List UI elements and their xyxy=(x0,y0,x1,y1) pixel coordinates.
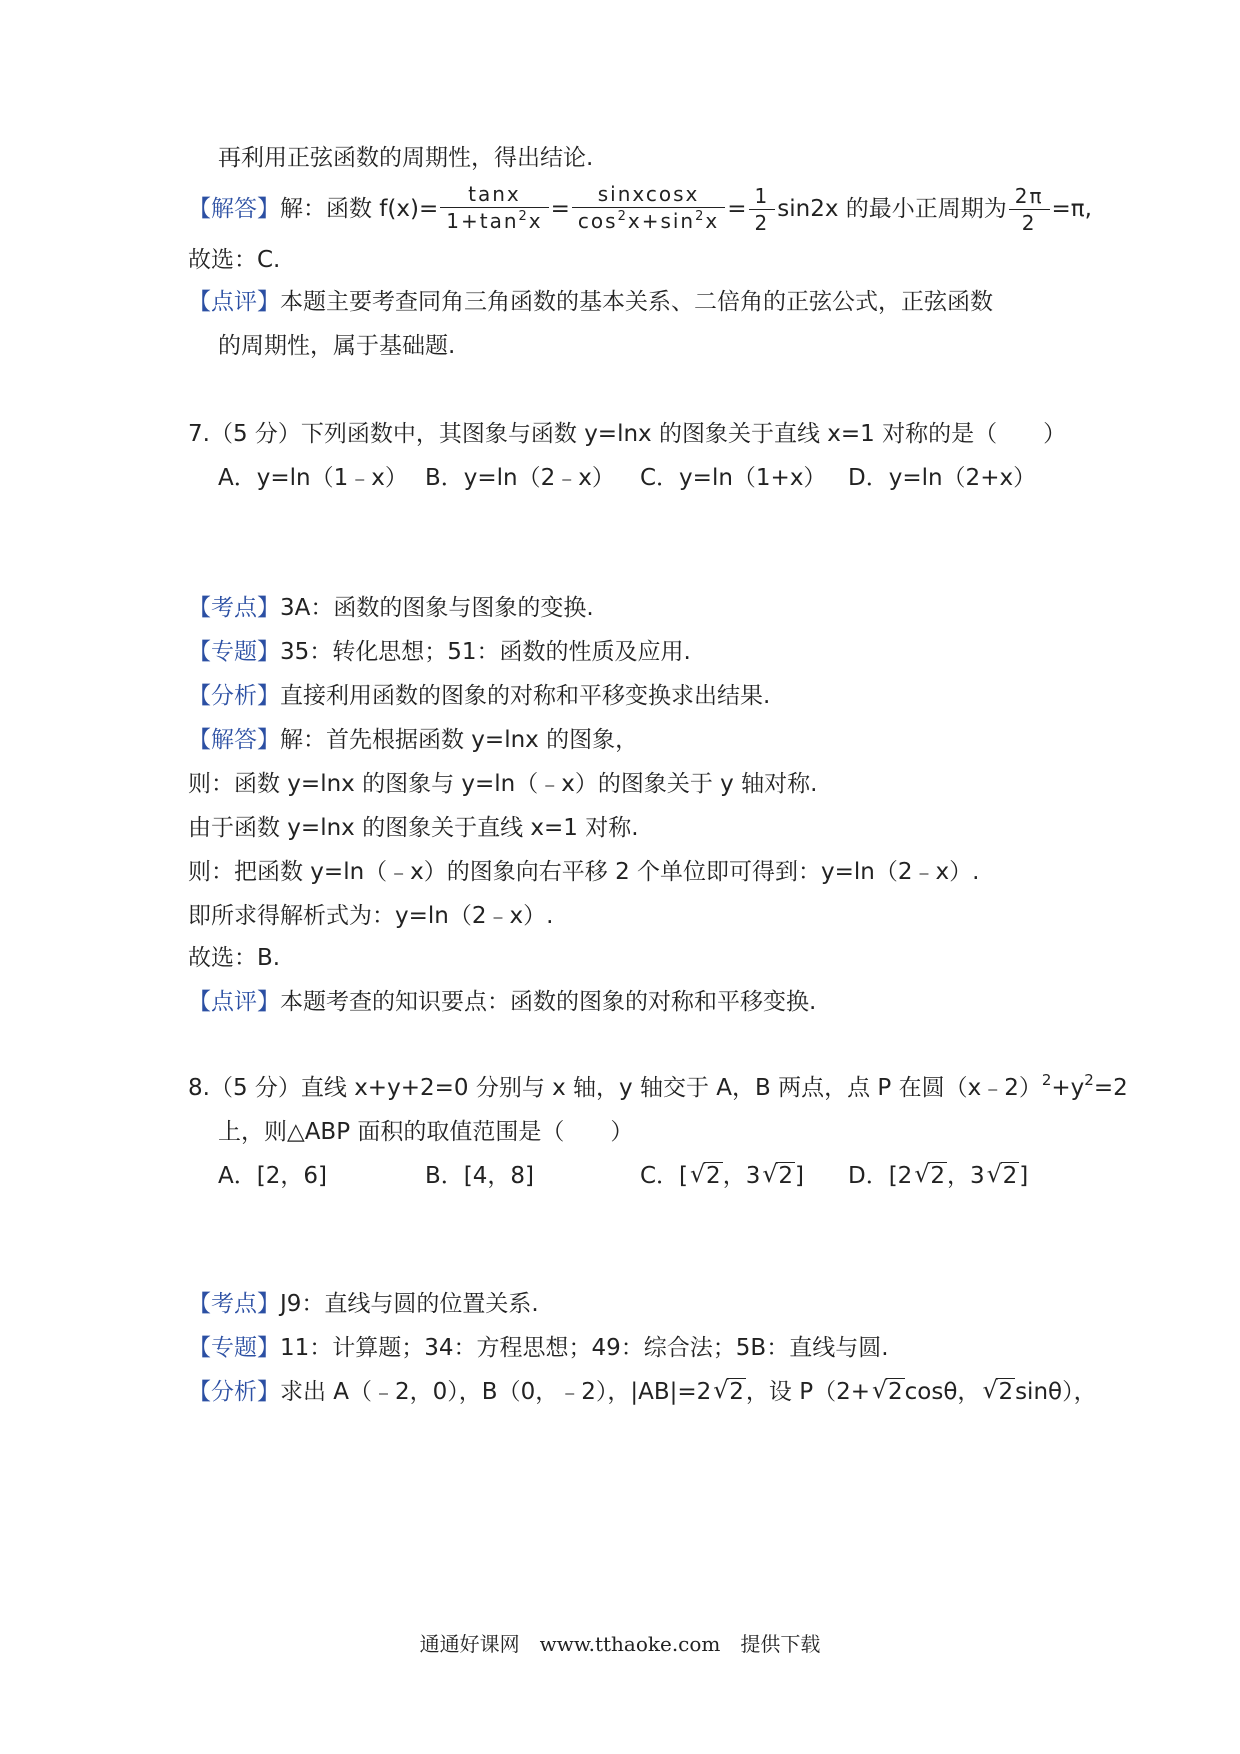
q7-review: 【点评】本题考查的知识要点：函数的图象的对称和平移变换. xyxy=(188,989,817,1015)
sqrt-symbol: √ 2 xyxy=(690,1160,723,1192)
sqrt-symbol: √ 2 xyxy=(872,1376,905,1408)
sqrt-symbol: √ 2 xyxy=(987,1160,1020,1192)
fraction-period: $\frac{2\pi}{2}$ xyxy=(1009,183,1050,236)
review-tag: 【点评】 xyxy=(188,289,280,315)
fraction-sincos: $\frac{\text{sinxcosx}}{\cos^2x+\sin^2x}$ xyxy=(572,181,725,238)
continuation-line: 再利用正弦函数的周期性，得出结论. xyxy=(218,145,594,171)
q8-stem-line-2: 上，则△ABP 面积的取值范围是（ ） xyxy=(218,1119,634,1145)
q7-choice: 故选：B. xyxy=(188,945,281,971)
page-footer: 通通好课网 www.tthaoke.com 提供下载 xyxy=(419,1632,821,1656)
q7-fenxi: 【分析】直接利用函数的图象的对称和平移变换求出结果. xyxy=(188,683,771,709)
q7-solution-line-2: 由于函数 y=lnx 的图象关于直线 x=1 对称. xyxy=(188,815,639,841)
q6-answer-line: 【解答】解：函数 f(x)= $\frac{\tan x}{1+\tan^2x}$ = $\frac{\text{sinxcosx}}{\cos^2x+\sin^2x}$ = $\frac{1}{2}$ sin2x 的最小正周期为 $\frac{2\pi}{2}$ =π, xyxy=(188,180,1092,238)
q7-solution-line-1: 则：函数 y=lnx 的图象与 y=ln（﹣x）的图象关于 y 轴对称. xyxy=(188,771,818,797)
q6-review-line-1: 【点评】本题主要考查同角三角函数的基本关系、二倍角的正弦公式，正弦函数 xyxy=(188,289,993,315)
q7-solution-line-4: 即所求得解析式为：y=ln（2﹣x）. xyxy=(188,903,554,929)
q7-option-a: A．y=ln（1﹣x） xyxy=(218,465,408,491)
q7-stem: 7.（5 分）下列函数中，其图象与函数 y=lnx 的图象关于直线 x=1 对称的是（ ） xyxy=(188,421,1067,447)
q7-option-d: D．y=ln（2+x） xyxy=(848,465,1037,491)
q7-solution-line-3: 则：把函数 y=ln（﹣x）的图象向右平移 2 个单位即可得到：y=ln（2﹣x）. xyxy=(188,859,980,885)
q8-option-b: B．[4，8] xyxy=(425,1163,534,1189)
q8-option-d: D．[2√ 2，3√ 2] xyxy=(848,1160,1028,1192)
q8-kaodian: 【考点】J9：直线与圆的位置关系. xyxy=(188,1291,539,1317)
q7-jieda: 【解答】解：首先根据函数 y=lnx 的图象， xyxy=(188,727,639,753)
q6-review-line-2: 的周期性，属于基础题. xyxy=(218,333,456,359)
q8-fenxi: 【分析】求出 A（﹣2，0），B（0，﹣2），|AB|=2√ 2，设 P（2+√ 2cosθ，√ 2sinθ）， xyxy=(188,1376,1097,1408)
fraction-half: $\frac{1}{2}$ xyxy=(749,183,776,236)
sqrt-symbol: √ 2 xyxy=(914,1160,947,1192)
answer-tag: 【解答】 xyxy=(188,196,280,222)
fraction-tan: $\frac{\tan x}{1+\tan^2x}$ xyxy=(440,181,548,238)
q8-zhuanti: 【专题】11：计算题；34：方程思想；49：综合法；5B：直线与圆. xyxy=(188,1335,889,1361)
q7-option-c: C．y=ln（1+x） xyxy=(640,465,827,491)
q8-option-a: A．[2，6] xyxy=(218,1163,327,1189)
sqrt-symbol: √ 2 xyxy=(982,1376,1015,1408)
q6-choice: 故选：C. xyxy=(188,247,281,273)
q8-option-c: C．[√ 2，3√ 2] xyxy=(640,1160,804,1192)
q7-option-b: B．y=ln（2﹣x） xyxy=(425,465,615,491)
sqrt-symbol: √ 2 xyxy=(713,1376,746,1408)
q7-kaodian: 【考点】3A：函数的图象与图象的变换. xyxy=(188,595,594,621)
q7-zhuanti: 【专题】35：转化思想；51：函数的性质及应用. xyxy=(188,639,691,665)
answer-prefix: 解：函数 f(x)= xyxy=(280,196,439,222)
q8-stem-line-1: 8.（5 分）直线 x+y+2=0 分别与 x 轴，y 轴交于 A，B 两点，点 P 在圆$(x﹣2)^2+y^2=2$ xyxy=(188,1071,1128,1101)
sqrt-symbol: √ 2 xyxy=(762,1160,795,1192)
